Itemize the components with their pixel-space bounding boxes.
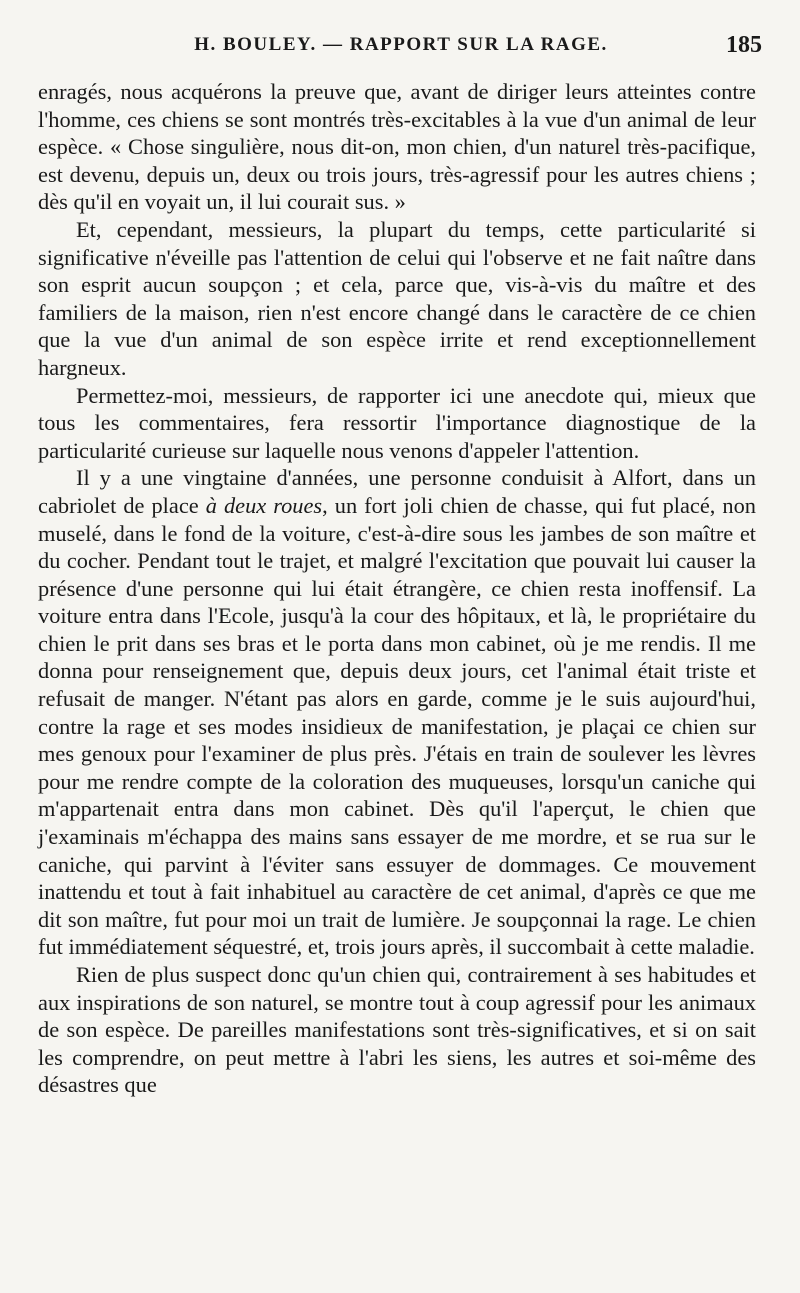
text-segment: Rien de plus suspect donc qu'un chien qui, contrairement à ses habitudes et aux inspirations de son naturel, se montre tout à coup agressif pour les animaux de son espèce. De pareilles manifestations sont très-significatives, et si on sait les comprendre, on peut mettre à l'abri les siens, les autres et soi-même des désastres que <box>38 962 756 1098</box>
running-title: H. BOULEY. — RAPPORT SUR LA RAGE. <box>194 34 608 55</box>
text-segment: Il y a une vingtaine d'années, une personne conduisit à Alfort, dans un cabriolet de place <box>38 465 756 518</box>
paragraph <box>38 961 756 1099</box>
running-header <box>40 34 762 64</box>
page-number: 185 <box>726 32 762 58</box>
text-segment: , un fort joli chien de chasse, qui fut placé, non muselé, dans le fond de la voiture, c'est-à-dire sous les jambes de son maître et du cocher. Pendant tout le trajet, et malgré l'excitation que pouvait lui causer la présence d'une personne qui lui était étrangère, ce chien resta inoffensif. La voiture entra dans l'Ecole, jusqu'à la cour des hôpitaux, et là, le propriétaire du chien le prit dans ses bras et le porta dans mon cabinet, où je me rendis. Il me donna pour renseignement que, depuis deux jours, cet l'animal était triste et refusait de manger. N'étant pas alors en garde, comme je le suis aujourd'hui, contre la rage et ses modes insidieux de manifestation, je plaçai ce chien sur mes genoux pour l'examiner de plus près. J'étais en train de soulever les lèvres pour me rendre compte de la coloration des muqueuses, lorsqu'un caniche qui m'appartenait entra dans mon cabinet. Dès qu'il l'aperçut, le chien que j'examinais m'échappa des mains sans essayer de me mordre, et se rua sur le caniche, qui parvint à l'éviter sans essuyer de dommages. Ce mouvement inattendu et tout à fait inhabituel au caractère de cet animal, d'après ce que me dit son maître, fut pour moi un trait de lumière. Je soupçonnai la rage. Le chien fut immédiatement séquestré, et, trois jours après, il succombait à cette maladie. <box>38 492 756 960</box>
text-segment: enragés, nous acquérons la preuve que, avant de diriger leurs atteintes contre l'homme, ces chiens se sont montrés très-excitables à la vue d'un animal de leur espèce. « Chose singulière, nous dit-on, mon chien, d'un naturel très-pacifique, est devenu, depuis un, deux ou trois jours, très-agressif pour les autres chiens ; dès qu'il en voyait un, il lui courait sus. » <box>38 79 756 215</box>
text-segment: Et, cependant, messieurs, la plupart du temps, cette particularité si significative n'éveille pas l'attention de celui qui l'observe et ne fait naître dans son esprit aucun soupçon ; et cela, parce que, vis-à-vis du maître et des familiers de la maison, rien n'est encore changé dans le caractère de ce chien que la vue d'un animal de son espèce irrite et rend exceptionnellement hargneux. <box>38 216 756 380</box>
paragraph <box>38 464 756 961</box>
paragraph <box>38 216 756 382</box>
body-text <box>38 78 756 1099</box>
paragraph <box>38 78 756 216</box>
italic-segment: à deux roues <box>205 492 323 518</box>
paragraph <box>38 382 756 465</box>
text-segment: Permettez-moi, messieurs, de rapporter ici une anecdote qui, mieux que tous les commentaires, fera ressortir l'importance diagnostique de la particularité curieuse sur laquelle nous venons d'appeler l'attention. <box>38 382 756 463</box>
